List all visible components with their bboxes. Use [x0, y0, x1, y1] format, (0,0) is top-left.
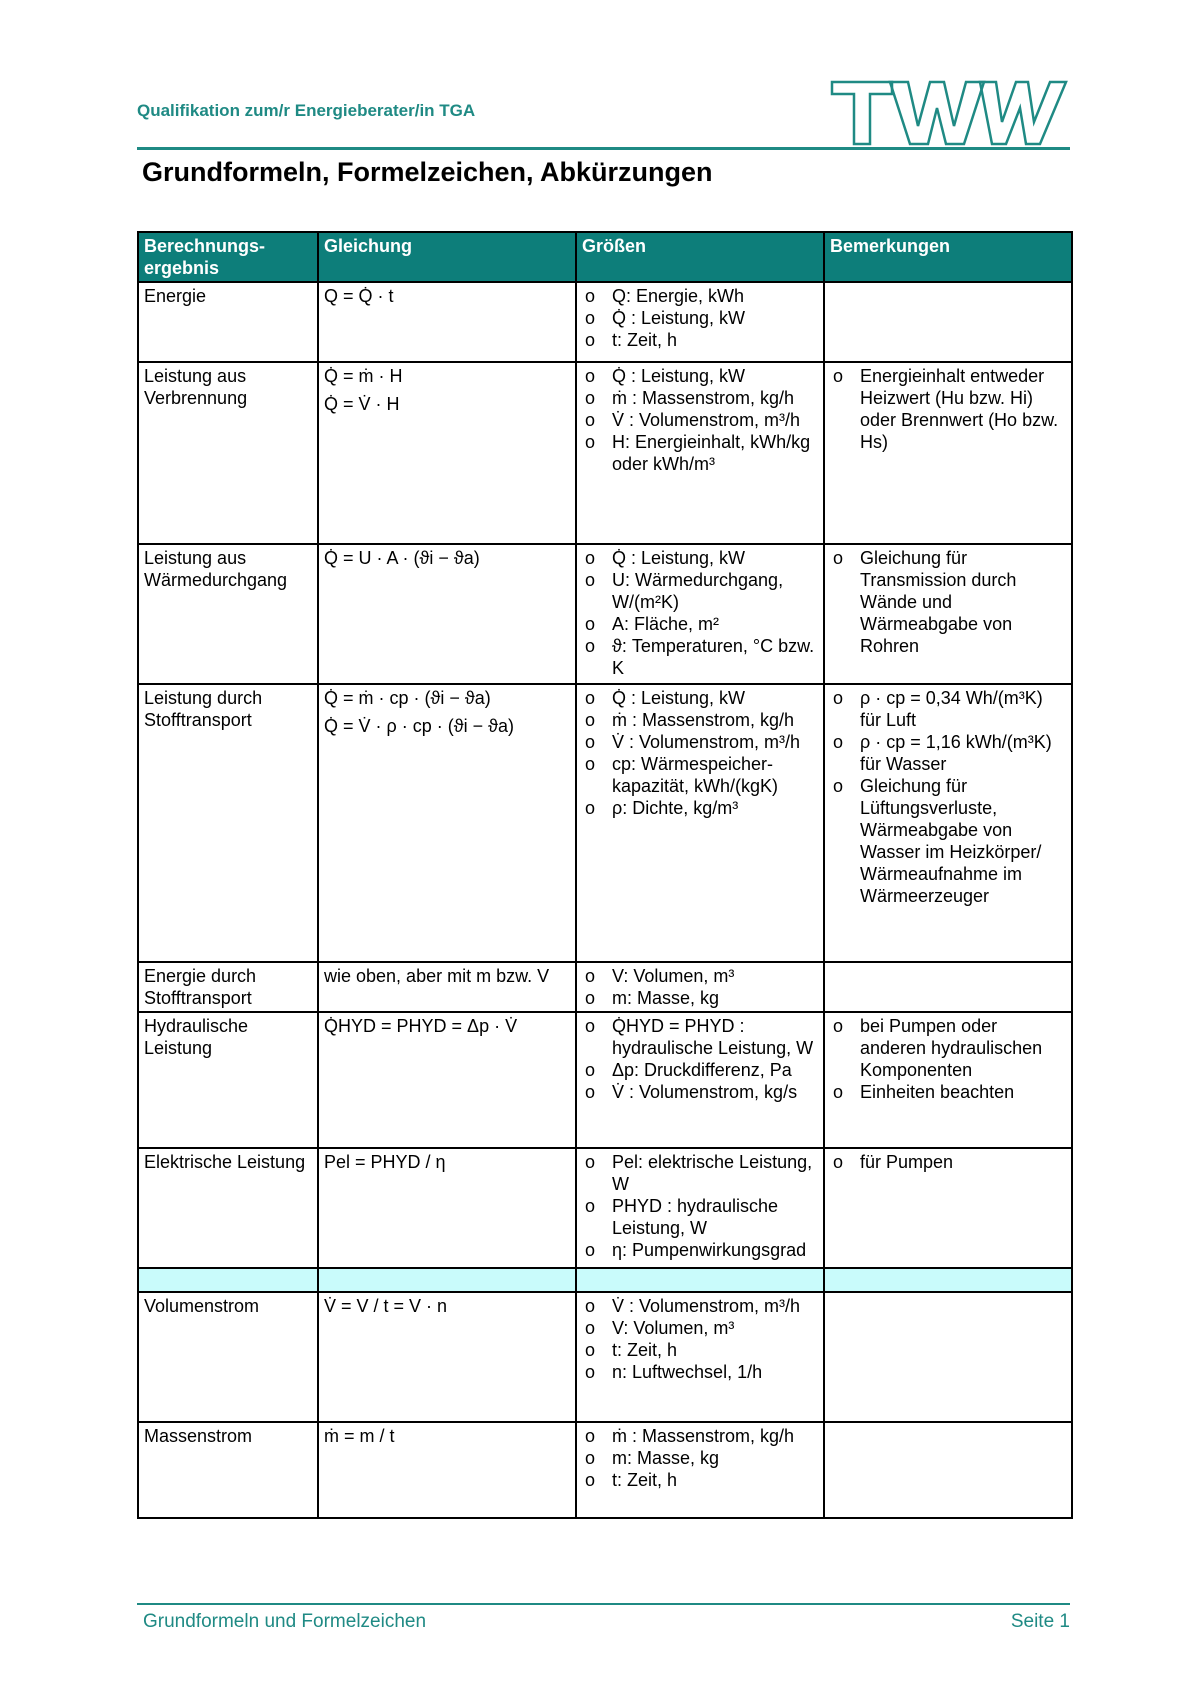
size-item: o Q̇ : Leistung, kW	[582, 307, 818, 329]
table-row	[138, 684, 1072, 962]
equation: V̇ = V / t = V · n	[324, 1296, 448, 1316]
result-cell	[138, 1422, 318, 1518]
remarks-cell	[824, 1292, 1072, 1422]
equation: Q̇ = V̇ · H	[324, 394, 400, 414]
remark-list	[830, 687, 1066, 907]
formula-table	[137, 231, 1073, 1519]
table-row	[138, 544, 1072, 684]
equation-cell	[318, 1292, 576, 1422]
remarks-cell	[824, 362, 1072, 544]
remark-list	[830, 547, 1066, 657]
equation: Pel = PHYD / η	[324, 1152, 446, 1172]
result-label: Volumenstrom	[144, 1296, 260, 1316]
equation: ṁ = m / t	[324, 1426, 395, 1446]
result-label: Leistung durch Stofftransport	[144, 688, 263, 730]
table-row	[138, 1012, 1072, 1148]
equation-list	[324, 547, 570, 569]
result-label: Massenstrom	[144, 1426, 253, 1446]
size-item: o t: Zeit, h	[582, 1469, 818, 1491]
column-header: Größen	[576, 232, 824, 282]
equation-list	[324, 365, 570, 415]
spacer-cell	[824, 1268, 1072, 1292]
footer-rule	[137, 1603, 1070, 1605]
remarks-cell	[824, 1148, 1072, 1268]
header-rule	[137, 147, 1070, 150]
spacer-cell	[138, 1268, 318, 1292]
size-item: o Q̇HYD = PHYD : hydraulische Leistung, W	[582, 1015, 818, 1059]
size-item: o ṁ : Massenstrom, kg/h	[582, 387, 818, 409]
result-label: Leistung aus Wärmedurchgang	[144, 548, 288, 590]
result-cell	[138, 1148, 318, 1268]
remark-item: o Einheiten beachten	[830, 1081, 1066, 1103]
remarks-cell	[824, 1422, 1072, 1518]
equation-cell	[318, 282, 576, 362]
equation-list	[324, 965, 570, 987]
size-list	[582, 1295, 818, 1383]
sizes-cell	[576, 684, 824, 962]
sizes-cell	[576, 1422, 824, 1518]
page-title: Grundformeln, Formelzeichen, Abkürzungen	[142, 157, 713, 187]
equation-cell	[318, 684, 576, 962]
size-item: o ṁ : Massenstrom, kg/h	[582, 1425, 818, 1447]
size-list	[582, 1151, 818, 1261]
tww-logo	[830, 78, 1070, 148]
remark-item: o ρ · cp = 1,16 kWh/(m³K) für Wasser	[830, 731, 1066, 775]
equation-list	[324, 285, 570, 307]
size-item: o cp: Wärmespeicher-kapazität, kWh/(kgK)	[582, 753, 818, 797]
size-item: o Δp: Druckdifferenz, Pa	[582, 1059, 818, 1081]
size-list	[582, 1015, 818, 1103]
equation-cell	[318, 1148, 576, 1268]
column-header: Bemerkungen	[824, 232, 1072, 282]
size-item: o PHYD : hydraulische Leistung, W	[582, 1195, 818, 1239]
size-item: o Pel: elektrische Leistung, W	[582, 1151, 818, 1195]
size-item: o m: Masse, kg	[582, 987, 818, 1009]
sizes-cell	[576, 362, 824, 544]
equation-cell	[318, 362, 576, 544]
remarks-cell	[824, 684, 1072, 962]
equation-list	[324, 1015, 570, 1037]
size-item: o H: Energieinhalt, kWh/kg oder kWh/m³	[582, 431, 818, 475]
size-item: o V̇ : Volumenstrom, m³/h	[582, 409, 818, 431]
spacer-row	[138, 1268, 1072, 1292]
remark-list	[830, 365, 1066, 453]
sizes-cell	[576, 962, 824, 1012]
size-list	[582, 965, 818, 1009]
size-item: o Q̇ : Leistung, kW	[582, 547, 818, 569]
result-cell	[138, 684, 318, 962]
remark-list	[830, 1151, 1066, 1173]
result-label: Energie	[144, 286, 207, 306]
size-item: o U: Wärmedurchgang, W/(m²K)	[582, 569, 818, 613]
size-list	[582, 285, 818, 351]
size-item: o A: Fläche, m²	[582, 613, 818, 635]
result-cell	[138, 362, 318, 544]
size-item: o ρ: Dichte, kg/m³	[582, 797, 818, 819]
size-item: o V: Volumen, m³	[582, 965, 818, 987]
table-row	[138, 1292, 1072, 1422]
sizes-cell	[576, 1292, 824, 1422]
result-cell	[138, 544, 318, 684]
remark-item: o Energieinhalt entweder Heizwert (Hu bzw. Hi) oder Brennwert (Ho bzw. Hs)	[830, 365, 1066, 453]
size-item: o V̇ : Volumenstrom, kg/s	[582, 1081, 818, 1103]
size-item: o Q: Energie, kWh	[582, 285, 818, 307]
remark-item: o Gleichung für Transmission durch Wände und Wärmeabgabe von Rohren	[830, 547, 1066, 657]
table-row	[138, 1422, 1072, 1518]
size-item: o m: Masse, kg	[582, 1447, 818, 1469]
result-label: Leistung aus Verbrennung	[144, 366, 248, 408]
equation-list	[324, 1425, 570, 1447]
sizes-cell	[576, 282, 824, 362]
size-item: o ṁ : Massenstrom, kg/h	[582, 709, 818, 731]
remark-item: o ρ · cp = 0,34 Wh/(m³K) für Luft	[830, 687, 1066, 731]
page-number: Seite 1	[1010, 1611, 1070, 1632]
result-cell	[138, 1292, 318, 1422]
size-item: o n: Luftwechsel, 1/h	[582, 1361, 818, 1383]
size-list	[582, 365, 818, 475]
remark-list	[830, 1015, 1066, 1103]
size-item: o Q̇ : Leistung, kW	[582, 365, 818, 387]
remark-item: o bei Pumpen oder anderen hydraulischen Komponenten	[830, 1015, 1066, 1081]
size-item: o ϑ: Temperaturen, °C bzw. K	[582, 635, 818, 679]
size-list	[582, 547, 818, 679]
equation-list	[324, 687, 570, 737]
result-cell	[138, 282, 318, 362]
result-label: Hydraulische Leistung	[144, 1016, 249, 1058]
remarks-cell	[824, 544, 1072, 684]
size-item: o V̇ : Volumenstrom, m³/h	[582, 731, 818, 753]
remarks-cell	[824, 962, 1072, 1012]
table-row	[138, 362, 1072, 544]
equation: Q̇HYD = PHYD = Δp · V̇	[324, 1016, 518, 1036]
table-row	[138, 962, 1072, 1012]
remarks-cell	[824, 282, 1072, 362]
size-item: o V: Volumen, m³	[582, 1317, 818, 1339]
size-list	[582, 687, 818, 819]
equation-cell	[318, 1012, 576, 1148]
remarks-cell	[824, 1012, 1072, 1148]
equation-list	[324, 1295, 570, 1317]
column-header: Gleichung	[318, 232, 576, 282]
equation: Q̇ = U · A · (ϑi − ϑa)	[324, 548, 480, 568]
size-list	[582, 1425, 818, 1491]
size-item: o t: Zeit, h	[582, 1339, 818, 1361]
spacer-cell	[576, 1268, 824, 1292]
sizes-cell	[576, 1012, 824, 1148]
size-item: o t: Zeit, h	[582, 329, 818, 351]
table-row	[138, 282, 1072, 362]
table-row	[138, 1148, 1072, 1268]
result-cell	[138, 1012, 318, 1148]
size-item: o Q̇ : Leistung, kW	[582, 687, 818, 709]
equation: Q̇ = ṁ · cp · (ϑi − ϑa)	[324, 688, 491, 708]
equation: Q̇ = V̇ · ρ · cp · (ϑi − ϑa)	[324, 716, 514, 736]
sizes-cell	[576, 1148, 824, 1268]
equation-cell	[318, 1422, 576, 1518]
remark-item: o Gleichung für Lüftungsverluste, Wärmeabgabe von Wasser im Heizkörper/ Wärmeaufnahme im Wärmeerzeuger	[830, 775, 1066, 907]
document-header: Qualifikation zum/r Energieberater/in TGA	[137, 101, 476, 120]
result-cell	[138, 962, 318, 1012]
sizes-cell	[576, 544, 824, 684]
footer-title: Grundformeln und Formelzeichen	[143, 1611, 427, 1632]
column-header: Berechnungs-ergebnis	[138, 232, 318, 282]
result-label: Energie durch Stofftransport	[144, 966, 257, 1008]
size-item: o V̇ : Volumenstrom, m³/h	[582, 1295, 818, 1317]
spacer-cell	[318, 1268, 576, 1292]
result-label: Elektrische Leistung	[144, 1152, 306, 1172]
equation: Q̇ = ṁ · H	[324, 366, 403, 386]
equation-list	[324, 1151, 570, 1173]
equation-cell	[318, 962, 576, 1012]
size-item: o η: Pumpenwirkungsgrad	[582, 1239, 818, 1261]
equation: Q = Q̇ · t	[324, 286, 394, 306]
remark-item: o für Pumpen	[830, 1151, 1066, 1173]
equation-cell	[318, 544, 576, 684]
equation: wie oben, aber mit m bzw. V	[324, 966, 550, 986]
table-header-row	[138, 232, 1072, 282]
